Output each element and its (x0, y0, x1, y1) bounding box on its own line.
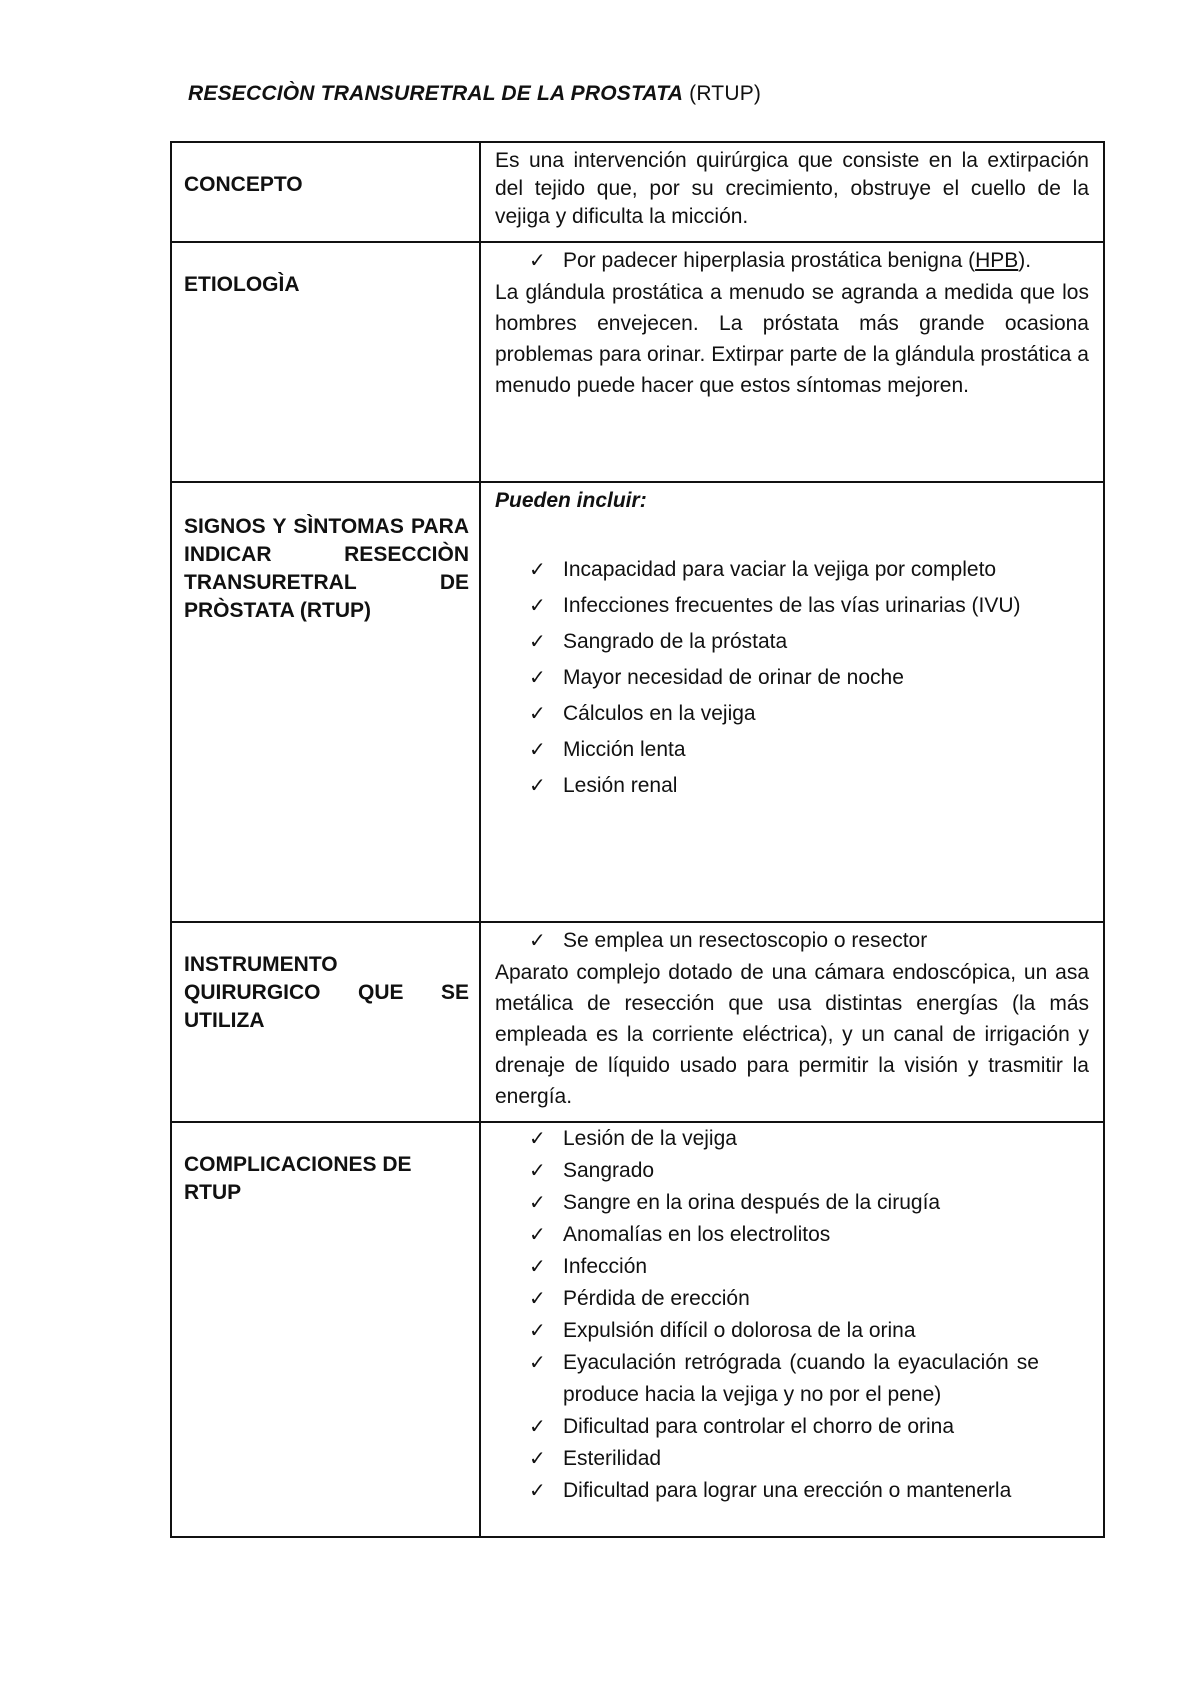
table-row (171, 142, 1104, 242)
etiologia-text: La glándula prostática a menudo se agranda a medida que los hombres envejecen. La próstata más grande ocasiona problemas para orinar. Extirpar parte de la glándula prostática a menudo puede hacer que estos síntomas mejoren. (495, 281, 1089, 397)
checkmark-icon: ✓ (529, 1480, 546, 1502)
list-item: ✓ Dificultad para lograr una erección o mantenerla (495, 1475, 1089, 1507)
list-item: ✓ Infección (495, 1251, 1089, 1283)
checkmark-icon: ✓ (529, 595, 546, 617)
row-label-signos (171, 482, 480, 922)
table-row (171, 922, 1104, 1122)
checkmark-icon: ✓ (529, 1192, 546, 1214)
list-item: ✓ Anomalías en los electrolitos (495, 1219, 1089, 1251)
list-item: ✓ Se emplea un resectoscopio o resector (495, 925, 1089, 957)
row-content-instrumento (480, 922, 1104, 1122)
complicaciones-check-list (495, 1123, 1089, 1507)
list-item: ✓ Expulsión difícil o dolorosa de la orina (495, 1315, 1089, 1347)
list-item: ✓ Sangrado de la próstata (495, 624, 1089, 660)
title-acronym: (RTUP) (689, 82, 762, 105)
title-main: RESECCIÒN TRANSURETRAL DE LA PROSTATA (188, 82, 684, 105)
list-item: ✓ Cálculos en la vejiga (495, 696, 1089, 732)
row-label-etiologia (171, 242, 480, 482)
table-row (171, 482, 1104, 922)
list-item: ✓ Dificultad para controlar el chorro de orina (495, 1411, 1089, 1443)
checkmark-icon: ✓ (529, 1448, 546, 1470)
checkmark-icon: ✓ (529, 1416, 546, 1438)
etiologia-label: ETIOLOGÌA (184, 273, 300, 296)
table-row (171, 242, 1104, 482)
row-content-etiologia (480, 242, 1104, 482)
list-item: ✓ Infecciones frecuentes de las vías urinarias (IVU) (495, 588, 1089, 624)
checkmark-icon: ✓ (529, 559, 546, 581)
hpb-link: HPB (975, 249, 1019, 272)
instrumento-label: INSTRUMENTO QUIRURGICO QUE SE UTILIZA (184, 953, 469, 1032)
list-item: ✓ Sangrado (495, 1155, 1089, 1187)
checkmark-icon: ✓ (529, 930, 546, 952)
list-item: ✓ Micción lenta (495, 732, 1089, 768)
table-row (171, 1122, 1104, 1537)
row-label-concepto (171, 142, 480, 242)
list-item: ✓ Sangre en la orina después de la cirugía (495, 1187, 1089, 1219)
checkmark-icon: ✓ (529, 1160, 546, 1182)
row-content-concepto (480, 142, 1104, 242)
checkmark-icon: ✓ (529, 1352, 546, 1374)
signos-label: SIGNOS Y SÌNTOMAS PARA INDICAR RESECCIÒN TRANSURETRAL DE PRÒSTATA (RTUP) (184, 515, 469, 622)
checkmark-icon: ✓ (529, 703, 546, 725)
checkmark-icon: ✓ (529, 1288, 546, 1310)
checkmark-icon: ✓ (529, 739, 546, 761)
document-title (188, 82, 761, 106)
checkmark-icon: ✓ (529, 250, 546, 272)
list-item: ✓ Esterilidad (495, 1443, 1089, 1475)
concepto-text: Es una intervención quirúrgica que consiste en la extirpación del tejido que, por su crecimiento, obstruye el cuello de la vejiga y dificulta la micción. (495, 149, 1089, 228)
list-item: ✓ Lesión de la vejiga (495, 1123, 1089, 1155)
checkmark-icon: ✓ (529, 1256, 546, 1278)
checkmark-icon: ✓ (529, 1320, 546, 1342)
list-item: ✓ Pérdida de erección (495, 1283, 1089, 1315)
list-item: ✓ Eyaculación retrógrada (cuando la eyaculación se produce hacia la vejiga y no por el pene) (495, 1347, 1089, 1411)
signos-check-list (495, 552, 1089, 804)
checkmark-icon: ✓ (529, 631, 546, 653)
instrumento-check-list (495, 923, 1089, 957)
row-content-complicaciones (480, 1122, 1104, 1537)
signos-intro: Pueden incluir: (495, 489, 647, 512)
rtup-table (170, 141, 1105, 1538)
list-item: ✓ Por padecer hiperplasia prostática benigna (HPB). (495, 245, 1089, 277)
checkmark-icon: ✓ (529, 775, 546, 797)
row-label-instrumento (171, 922, 480, 1122)
concepto-label: CONCEPTO (184, 173, 303, 196)
checkmark-icon: ✓ (529, 667, 546, 689)
row-label-complicaciones (171, 1122, 480, 1537)
instrumento-text: Aparato complejo dotado de una cámara endoscópica, un asa metálica de resección que usa distintas energías (la más empleada es la corriente eléctrica), y un canal de irrigación y drenaje de líquido usado para permitir la visión y trasmitir la energía. (495, 961, 1089, 1108)
checkmark-icon: ✓ (529, 1224, 546, 1246)
list-item: ✓ Lesión renal (495, 768, 1089, 804)
complicaciones-label: COMPLICACIONES DE RTUP (184, 1153, 412, 1204)
etiologia-check-list (495, 243, 1089, 277)
list-item: ✓ Mayor necesidad de orinar de noche (495, 660, 1089, 696)
list-item: ✓ Incapacidad para vaciar la vejiga por completo (495, 552, 1089, 588)
checkmark-icon: ✓ (529, 1128, 546, 1150)
row-content-signos (480, 482, 1104, 922)
